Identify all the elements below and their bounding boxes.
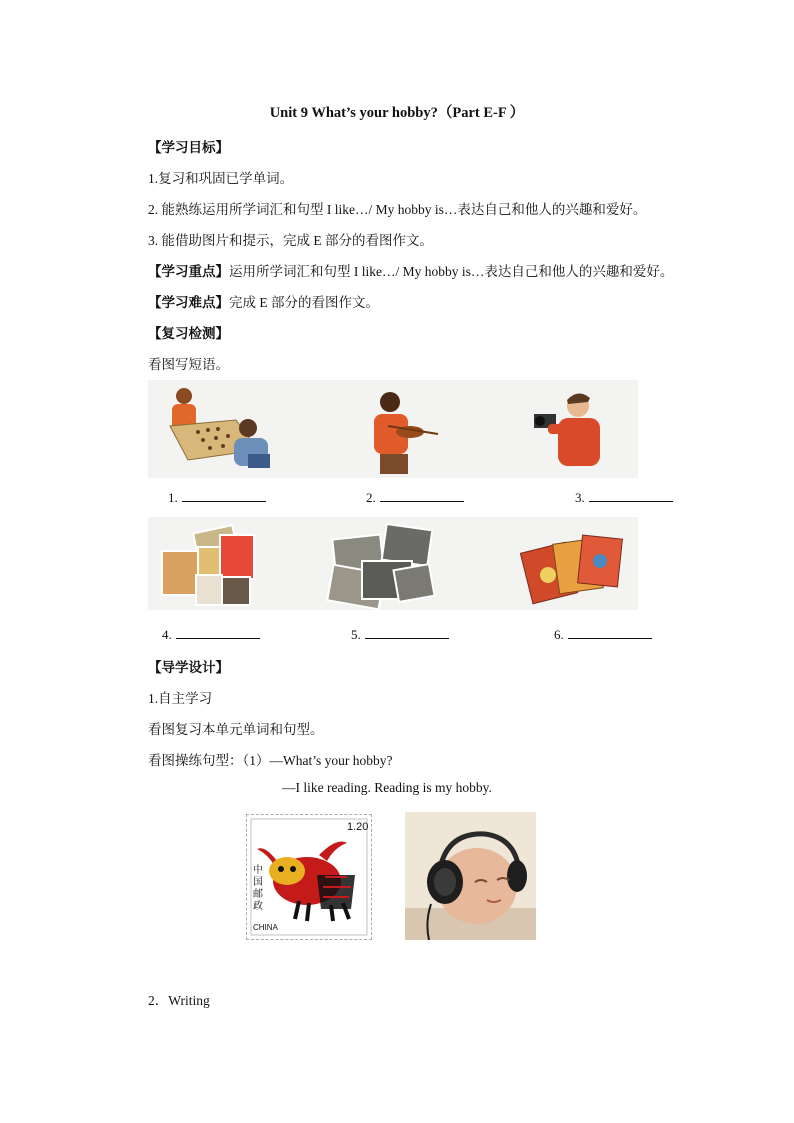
key-points-text: 运用所学词汇和句型 I like…/ My hobby is…表达自己和他人的兴趣和爱好。 — [229, 264, 674, 279]
blank-number: 4. — [162, 627, 172, 642]
blank-number: 1. — [168, 490, 178, 505]
blank-number: 6. — [554, 627, 564, 642]
ox-stamp-illustration — [247, 815, 371, 939]
stamp-country: 中国邮政 — [253, 865, 263, 912]
blank-number: 3. — [575, 490, 585, 505]
stamp-price: 1.20 — [347, 821, 369, 833]
answer-line[interactable] — [380, 489, 464, 502]
hobby-illustrations-1 — [148, 380, 638, 478]
page-title: Unit 9 What’s your hobby?（Part E-F ） — [269, 105, 525, 121]
hobby-picture-strip-2 — [148, 517, 638, 610]
difficulties-label: 【学习难点】 — [148, 295, 229, 310]
guide-heading: 【导学设计】 — [148, 660, 229, 675]
objective-item: 1.复习和巩固已学单词。 — [148, 171, 294, 186]
blank-number: 2. — [366, 490, 376, 505]
answer-line[interactable] — [182, 489, 266, 502]
drill-answer: —I like reading. Reading is my hobby. — [282, 780, 492, 795]
blank-1[interactable] — [168, 489, 266, 506]
answer-line[interactable] — [176, 626, 260, 639]
blank-number: 5. — [351, 627, 361, 642]
blank-4[interactable] — [162, 626, 260, 643]
chess-players-picture — [170, 388, 270, 468]
key-points-label: 【学习重点】 — [148, 264, 229, 279]
review-heading: 【复习检测】 — [148, 326, 229, 341]
answer-line[interactable] — [589, 489, 673, 502]
storybooks-picture — [520, 535, 622, 604]
baby-headphones-illustration — [405, 812, 536, 940]
photographer-picture — [534, 393, 600, 466]
blank-3[interactable] — [575, 489, 673, 506]
violin-player-picture — [374, 392, 438, 474]
stamp-china: CHINA — [253, 923, 278, 932]
difficulties-line — [148, 291, 379, 311]
self-study-label: 1.自主学习 — [148, 691, 213, 706]
review-instruction: 看图写短语。 — [148, 357, 229, 372]
baby-headphones-photo — [405, 812, 536, 940]
drill-question: 看图操练句型：（1）—What’s your hobby? — [148, 753, 393, 768]
blank-5[interactable] — [351, 626, 449, 643]
ox-stamp-image — [247, 815, 371, 939]
answer-line[interactable] — [568, 626, 652, 639]
blank-2[interactable] — [366, 489, 464, 506]
blank-6[interactable] — [554, 626, 652, 643]
stamps-picture — [162, 525, 254, 605]
objectives-heading: 【学习目标】 — [148, 140, 229, 155]
answer-line[interactable] — [365, 626, 449, 639]
hobby-illustrations-2 — [148, 517, 638, 610]
difficulties-text: 完成 E 部分的看图作文。 — [229, 295, 379, 310]
review-line: 看图复习本单元单词和句型。 — [148, 722, 324, 737]
hobby-picture-strip-1 — [148, 380, 638, 478]
photos-picture — [327, 524, 434, 609]
objective-item: 3. 能借助图片和提示，完成 E 部分的看图作文。 — [148, 233, 433, 248]
key-points-line — [148, 260, 673, 280]
writing-label: 2．Writing — [148, 993, 210, 1008]
objective-item: 2. 能熟练运用所学词汇和句型 I like…/ My hobby is…表达自己和他人的兴趣和爱好。 — [148, 202, 647, 217]
